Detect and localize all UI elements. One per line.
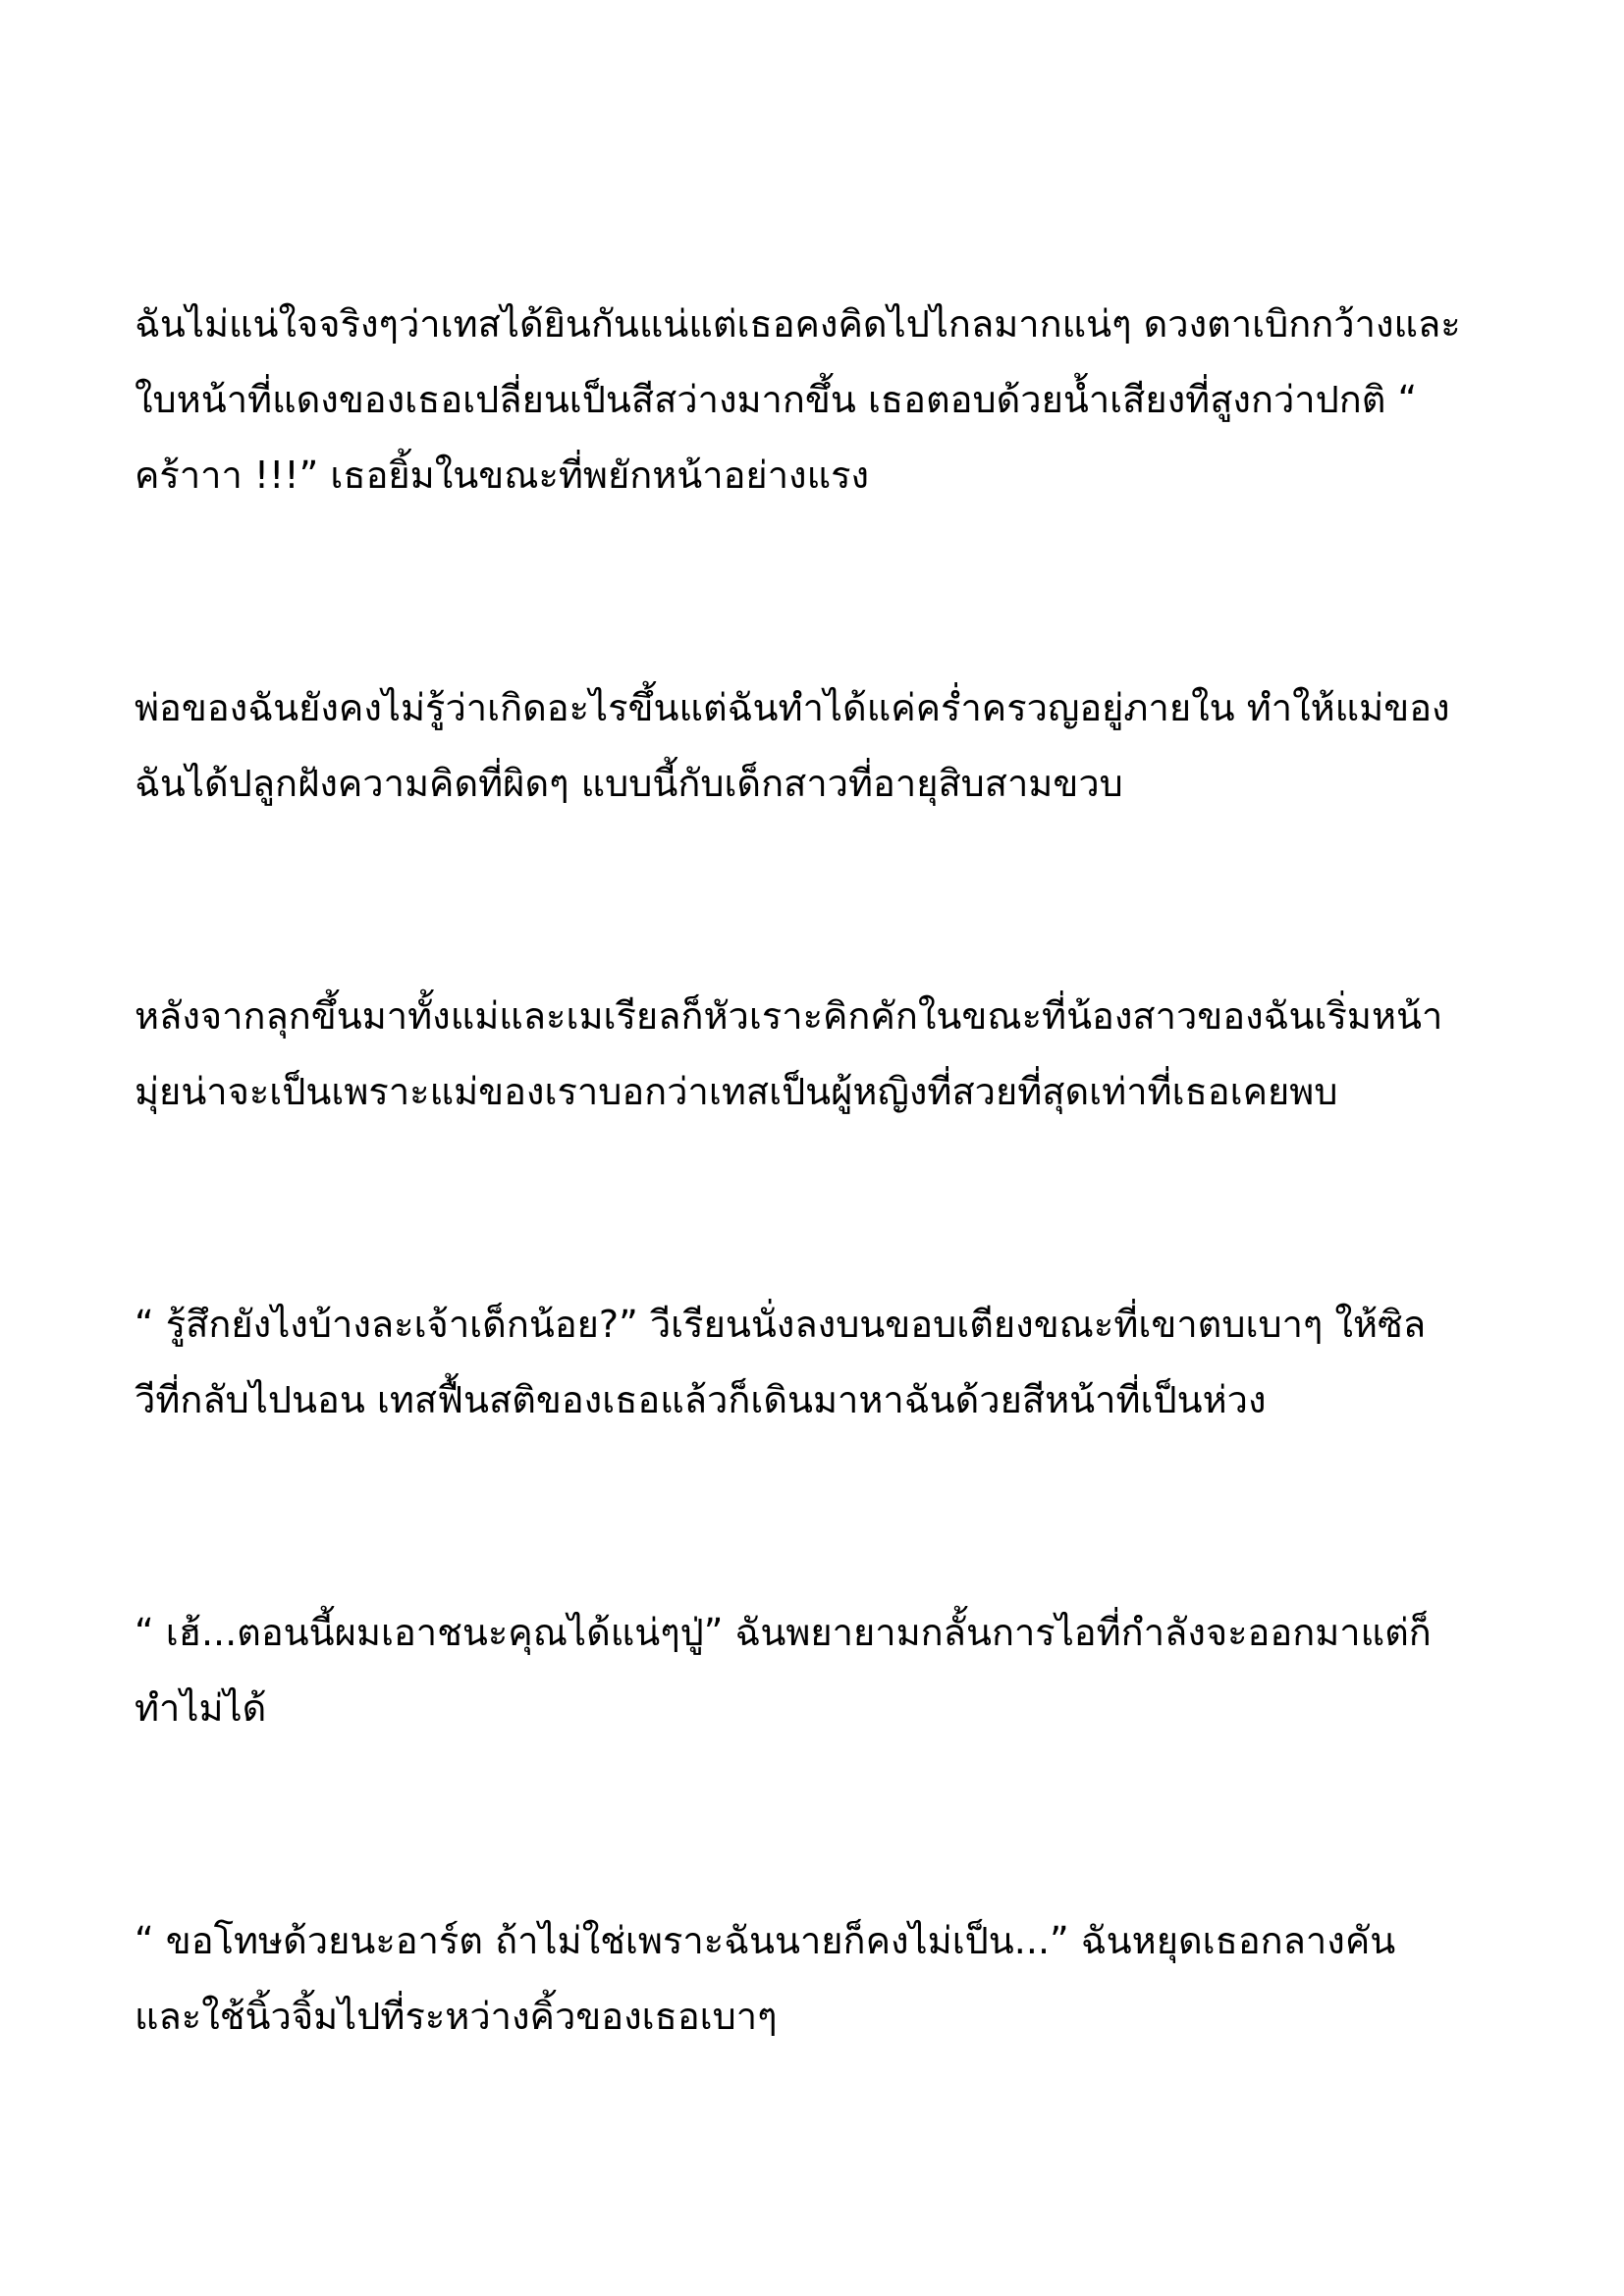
text-line: ฉันไม่แน่ใจจริงๆว่าเทสได้ยินกันแน่แต่เธอคงคิดไปไกลมากแน่ๆ ดวงตาเบิกกว้างและ	[135, 302, 1461, 346]
paragraph-1	[135, 287, 1496, 513]
text-line: ทำไม่ได้	[135, 1686, 267, 1730]
paragraph-6	[135, 1903, 1496, 2055]
paragraph-4	[135, 1287, 1496, 1438]
text-line: มุ่ยน่าจะเป็นเพราะแม่ของเราบอกว่าเทสเป็นผู้หญิงที่สวยที่สุดเท่าที่เธอเคยพบ	[135, 1070, 1338, 1113]
text-line: “ ขอโทษด้วยนะอาร์ต ถ้าไม่ใช่เพราะฉันนายก็คงไม่เป็น...” ฉันหยุดเธอกลางคัน	[135, 1919, 1396, 1962]
text-line: พ่อของฉันยังคงไม่รู้ว่าเกิดอะไรขึ้นแต่ฉันทำได้แค่คร่ำครวญอยู่ภายใน ทำให้แม่ของ	[135, 686, 1450, 729]
paragraph-3	[135, 979, 1496, 1130]
text-line: หลังจากลุกขึ้นมาทั้งแม่และเมเรียลก็หัวเราะคิกคักในขณะที่น้องสาวของฉันเริ่มหน้า	[135, 994, 1443, 1038]
text-line: ฉันได้ปลูกฝังความคิดที่ผิดๆ แบบนี้กับเด็กสาวที่อายุสิบสามขวบ	[135, 762, 1123, 805]
text-line: “ เฮ้...ตอนนี้ผมเอาชนะคุณได้แน่ๆปู่” ฉันพยายามกลั้นการไอที่กำลังจะออกมาแต่ก็	[135, 1611, 1432, 1654]
text-line: วีที่กลับไปนอน เทสฟื้นสติของเธอแล้วก็เดินมาหาฉันด้วยสีหน้าที่เป็นห่วง	[135, 1378, 1267, 1421]
paragraph-5	[135, 1595, 1496, 1746]
paragraph-2	[135, 670, 1496, 822]
text-line: คร้าาา !!!” เธอยิ้มในขณะที่พยักหน้าอย่างแรง	[135, 454, 870, 497]
text-line: ใบหน้าที่แดงของเธอเปลี่ยนเป็นสีสว่างมากขึ้น เธอตอบด้วยน้ำเสียงที่สูงกว่าปกติ “	[135, 378, 1418, 421]
text-line: “ รู้สึกยังไงบ้างละเจ้าเด็กน้อย?” วีเรียนนั่งลงบนขอบเตียงขณะที่เขาตบเบาๆ ให้ซิล	[135, 1303, 1427, 1346]
text-line: และใช้นิ้วจิ้มไปที่ระหว่างคิ้วของเธอเบาๆ	[135, 1995, 778, 2038]
